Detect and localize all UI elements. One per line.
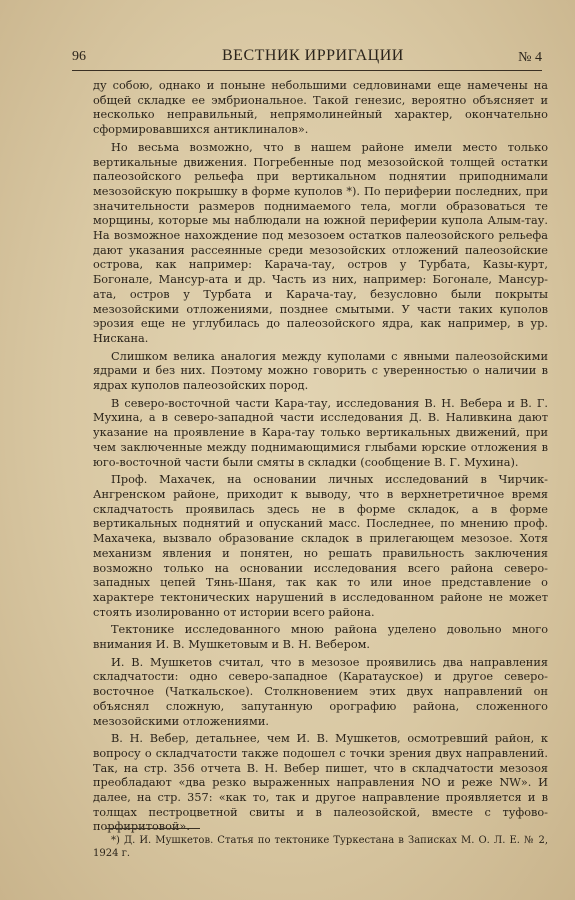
footnote: *) Д. И. Мушкетов. Статья по тектонике Туркестана в Записках М. О. Л. Е. № 2, 1924 г. <box>93 835 548 859</box>
journal-title: ВЕСТНИК ИРРИГАЦИИ <box>222 47 404 64</box>
paragraph: Проф. Махачек, на основании личных исследований в Чирчик-Ангренском районе, приходит к выводу, что в верхнетретичное время складчатость проявилась здесь не в форме складок, а в форме вертикальных поднятий и опусканий масс. Последнее, по мнению проф. Махачека, вызвало образование складок в прилегающем мезозое. Хотя механизм явления и понятен, но решать правильность заключения возможно только на основании исследования всего района северо-западных цепей Тянь-Шаня, так как то или иное представление о характере тектонических нарушений в исследованном районе не может стоять изолированно от истории всего района. <box>93 473 548 619</box>
issue-number: № 4 <box>518 50 542 65</box>
page-number: 96 <box>72 49 86 64</box>
footnote-rule <box>105 828 200 829</box>
paragraph: И. В. Мушкетов считал, что в мезозое проявились два направления складчатости: одно северо-западное (Каратауское) и другое северо-восточное (Чаткальское). Столкновением этих двух направлений он объяснял сложную, запутанную орографию района, сложенного мезозойскими отложениями. <box>93 655 548 728</box>
running-header <box>72 47 550 71</box>
paragraph: В. Н. Вебер, детальнее, чем И. В. Мушкетов, осмотревший район, к вопросу о складчатости также подошел с точки зрения двух направлений. Так, на стр. 356 отчета В. Н. Вебер пишет, что в складчатости мезозоя преобладают «два резко выраженных направления NO и реже NW». И далее, на стр. 357: «как то, так и другое направление проявляется и в толщах пестроцветной свиты и в палеозойской, вместе с туфово-порфиритовой». <box>93 732 548 834</box>
paragraph: В северо-восточной части Кара-тау, исследования В. Н. Вебера и В. Г. Мухина, а в северо-западной части исследования Д. В. Наливкина дают указание на проявление в Кара-тау только вертикальных движений, при чем заключенные между поднимающимися глыбами юрские отложения в юго-восточной части были смяты в складки (сообщение В. Г. Мухина). <box>93 396 548 469</box>
body-text <box>93 79 548 838</box>
paragraph: Слишком велика аналогия между куполами с явными палеозойскими ядрами и без них. Поэтому можно говорить с уверенностью о наличии в ядрах куполов палеозойских пород. <box>93 349 548 393</box>
paragraph: ду собою, однако и поныне небольшими седловинами еще намечены на общей складке ее эмбриональное. Такой генезис, вероятно объясняет и несколько неправильный, непрямолинейный характер, окончательно сформировавшихся антиклиналов». <box>93 79 548 137</box>
paragraph: Но весьма возможно, что в нашем районе имели место только вертикальные движения. Погребенные под мезозойской толщей остатки палеозойского рельефа при вертикальном поднятии приподнимали мезозойскую покрышку в форме куполов *). По периферии последних, при значительности размеров поднимаемого тела, могли образоваться те морщины, которые мы наблюдали на южной периферии купола Алым-тау. На возможное нахождение под мезозоем остатков палеозойского рельефа дают указания рассеянные среди мезозойских отложений палеозойские острова, как например: Карача-тау, остров у Турбата, Казы-курт, Богонале, Мансур-ата и др. Часть из них, например: Богонале, Мансур-ата, остров у Турбата и Карача-тау, безусловно были покрыты мезозойскими отложениями, позднее смытыми. У части таких куполов эрозия еще не углубилась до палеозойского ядра, как например, в ур. Нискана. <box>93 140 548 345</box>
header-rule <box>72 70 542 71</box>
paragraph: Тектонике исследованного мною района уделено довольно много внимания И. В. Мушкетовым и В. Н. Вебером. <box>93 623 548 652</box>
